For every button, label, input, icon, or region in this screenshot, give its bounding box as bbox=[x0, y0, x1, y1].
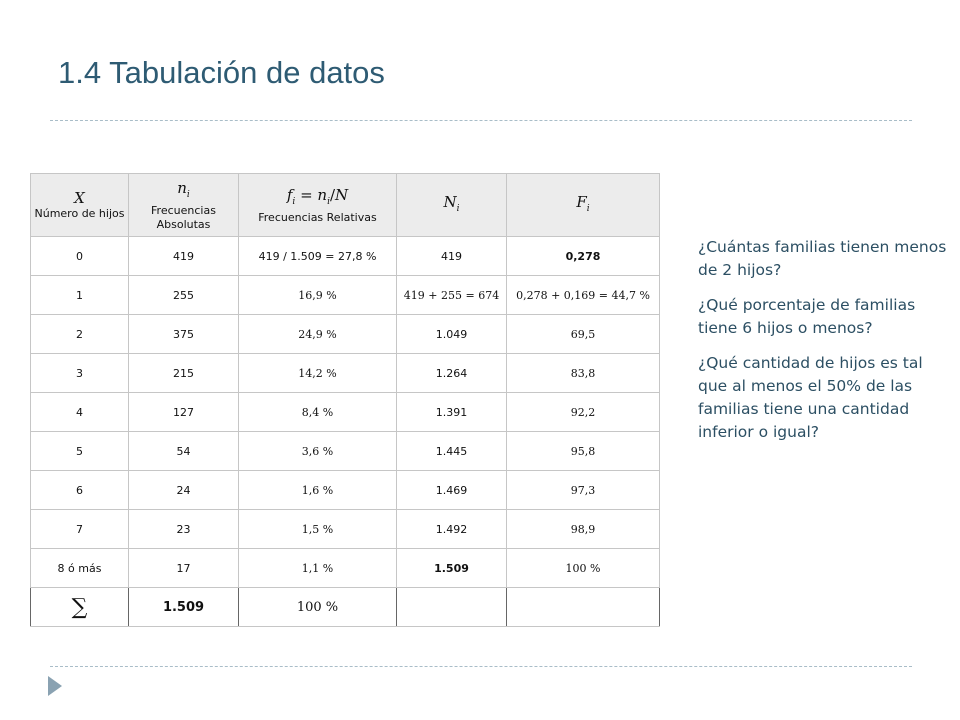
cell-ni: 17 bbox=[129, 549, 239, 588]
cell-Fi: 83,8 bbox=[507, 354, 660, 393]
play-arrow-icon bbox=[48, 676, 62, 696]
total-ni: 1.509 bbox=[129, 588, 239, 627]
question-2: ¿Qué porcentaje de familias tiene 6 hijos o menos? bbox=[698, 296, 916, 337]
table-row bbox=[31, 393, 660, 432]
cell-Ni: 1.391 bbox=[397, 393, 507, 432]
cell-x: 5 bbox=[31, 432, 129, 471]
fi-f: f bbox=[286, 185, 293, 204]
cell-Ni: 1.469 bbox=[397, 471, 507, 510]
Ni-symbol: N bbox=[443, 192, 457, 211]
cell-Fi: 98,9 bbox=[507, 510, 660, 549]
cell-ni: 24 bbox=[129, 471, 239, 510]
cell-Ni: 419 bbox=[397, 237, 507, 276]
cell-fi: 419 / 1.509 = 27,8 % bbox=[239, 237, 397, 276]
cell-Ni: 1.492 bbox=[397, 510, 507, 549]
cell-Fi: 0,278 bbox=[507, 237, 660, 276]
table-header-row bbox=[31, 174, 660, 237]
question-1: ¿Cuántas familias tienen menos de 2 hijos? bbox=[698, 238, 947, 279]
fi-f-sub: i bbox=[292, 196, 296, 207]
cell-fi: 1,5 % bbox=[239, 510, 397, 549]
table-row bbox=[31, 510, 660, 549]
cell-fi: 3,6 % bbox=[239, 432, 397, 471]
cell-Ni: 419 + 255 = 674 bbox=[397, 276, 507, 315]
header-Fi bbox=[507, 174, 660, 237]
total-Ni bbox=[397, 588, 507, 627]
fi-num: n bbox=[317, 185, 328, 204]
slide-title: 1.4 Tabulación de datos bbox=[58, 55, 385, 90]
cell-Ni: 1.445 bbox=[397, 432, 507, 471]
cell-ni: 54 bbox=[129, 432, 239, 471]
total-Fi bbox=[507, 588, 660, 627]
cell-Ni: 1.264 bbox=[397, 354, 507, 393]
cell-ni: 255 bbox=[129, 276, 239, 315]
table-row bbox=[31, 315, 660, 354]
fi-eq: = bbox=[300, 185, 313, 204]
cell-fi: 16,9 % bbox=[239, 276, 397, 315]
cell-Fi: 95,8 bbox=[507, 432, 660, 471]
table-row bbox=[31, 276, 660, 315]
cell-x: 4 bbox=[31, 393, 129, 432]
Fi-symbol: F bbox=[576, 192, 587, 211]
cell-fi: 14,2 % bbox=[239, 354, 397, 393]
ni-label: Frecuencias Absolutas bbox=[151, 203, 216, 231]
cell-Fi: 100 % bbox=[507, 549, 660, 588]
frequency-table bbox=[30, 173, 660, 627]
header-x bbox=[31, 174, 129, 237]
table-row bbox=[31, 549, 660, 588]
fi-formula: $f_i = n_i/N$ bbox=[286, 185, 349, 207]
header-fi bbox=[239, 174, 397, 237]
x-symbol: X bbox=[74, 189, 85, 207]
top-divider bbox=[50, 120, 912, 121]
cell-Fi: 0,278 + 0,169 = 44,7 % bbox=[507, 276, 660, 315]
table-row bbox=[31, 237, 660, 276]
x-label: Número de hijos bbox=[34, 207, 125, 220]
cell-Ni: 1.049 bbox=[397, 315, 507, 354]
totals-row bbox=[31, 588, 660, 627]
cell-ni: 215 bbox=[129, 354, 239, 393]
cell-fi: 1,6 % bbox=[239, 471, 397, 510]
cell-fi: 1,1 % bbox=[239, 549, 397, 588]
table-row bbox=[31, 471, 660, 510]
header-Ni bbox=[397, 174, 507, 237]
cell-x: 6 bbox=[31, 471, 129, 510]
cell-x: 7 bbox=[31, 510, 129, 549]
question-3: ¿Qué cantidad de hijos es tal que al menos el 50% de las familias tiene una cantidad inferior o igual? bbox=[698, 354, 923, 441]
cell-Fi: 69,5 bbox=[507, 315, 660, 354]
Ni-sub: i bbox=[456, 203, 460, 214]
cell-ni: 23 bbox=[129, 510, 239, 549]
cell-Ni: 1.509 bbox=[397, 549, 507, 588]
Fi-sub: i bbox=[586, 203, 590, 214]
questions-panel bbox=[698, 236, 948, 456]
cell-x: 0 bbox=[31, 237, 129, 276]
fi-num-sub: i bbox=[327, 196, 330, 207]
ni-sub: i bbox=[186, 189, 190, 200]
cell-ni: 375 bbox=[129, 315, 239, 354]
sigma-symbol: ∑ bbox=[31, 588, 129, 627]
cell-x: 8 ó más bbox=[31, 549, 129, 588]
table-row bbox=[31, 354, 660, 393]
header-ni bbox=[129, 174, 239, 237]
cell-fi: 8,4 % bbox=[239, 393, 397, 432]
cell-Fi: 97,3 bbox=[507, 471, 660, 510]
cell-ni: 419 bbox=[129, 237, 239, 276]
cell-x: 1 bbox=[31, 276, 129, 315]
cell-ni: 127 bbox=[129, 393, 239, 432]
fi-label: Frecuencias Relativas bbox=[258, 210, 377, 224]
fi-den: N bbox=[335, 185, 349, 204]
ni-symbol: n bbox=[177, 178, 187, 197]
bottom-divider bbox=[50, 666, 912, 667]
cell-fi: 24,9 % bbox=[239, 315, 397, 354]
cell-x: 3 bbox=[31, 354, 129, 393]
total-fi: 100 % bbox=[239, 588, 397, 627]
table-row bbox=[31, 432, 660, 471]
cell-x: 2 bbox=[31, 315, 129, 354]
cell-Fi: 92,2 bbox=[507, 393, 660, 432]
